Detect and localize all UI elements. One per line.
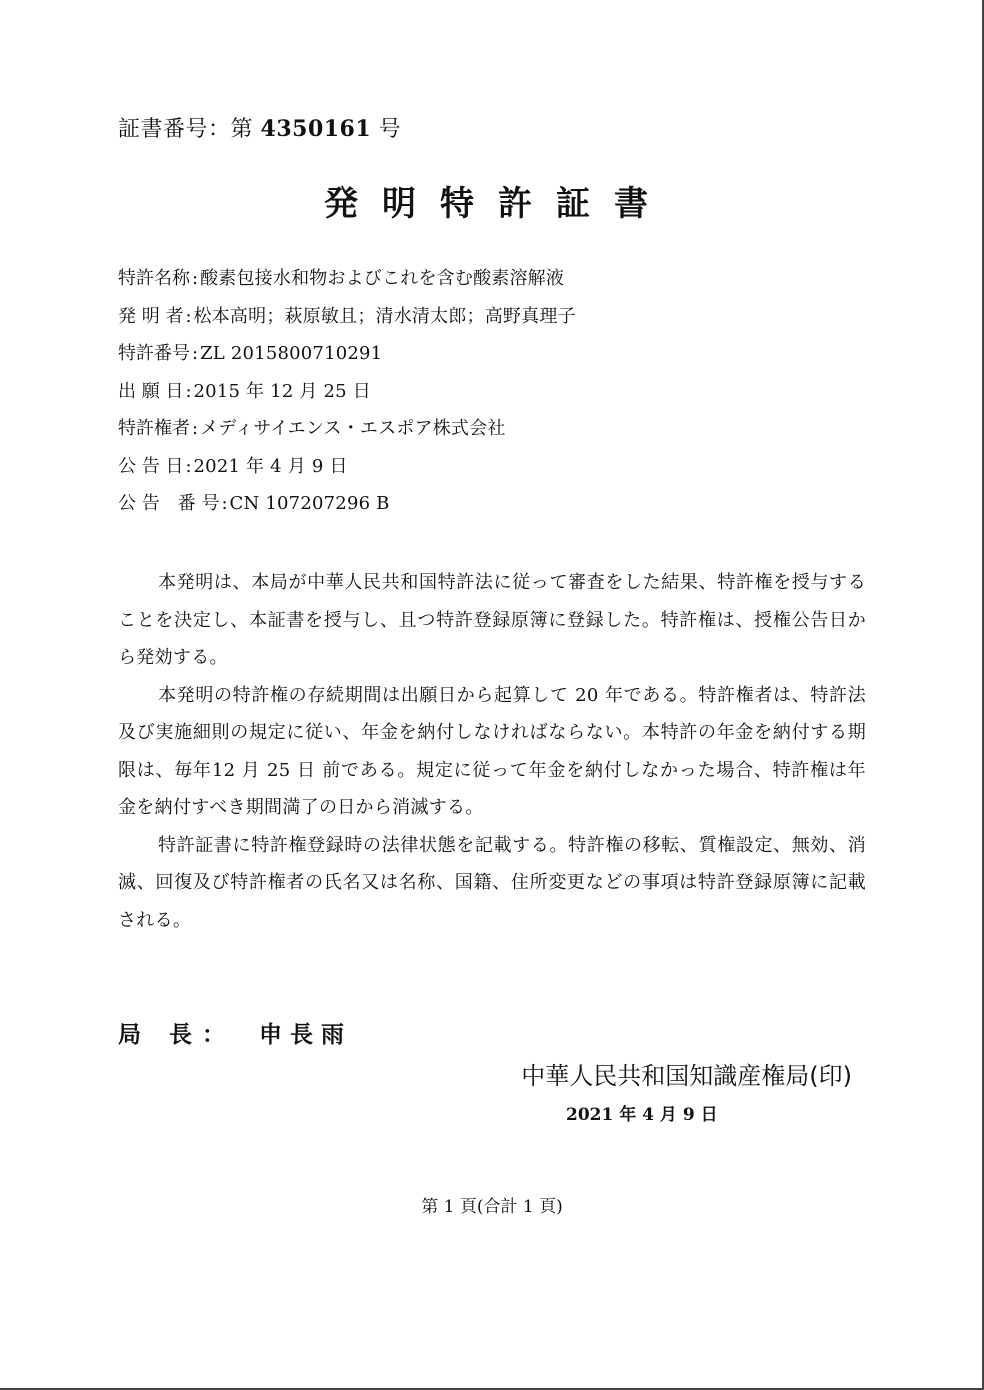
field-patent-name: 特許名称 : 酸素包接水和物およびこれを含む酸素溶解液	[118, 264, 576, 302]
field-publication-date: 公 告 日 : 2021 年 4 月 9 日	[118, 452, 576, 490]
field-publication-number: 公 告 番 号 : CN 107207296 B	[118, 489, 576, 527]
certificate-number-prefix: 証書番号：第	[118, 117, 254, 142]
body-paragraph: 特許証書に特許権登録時の法律状態を記載する。特許権の移転、質権設定、無効、消滅、回復及び特許権者の氏名又は名称、国籍、住所変更などの事項は特許登録原簿に記載される。	[118, 834, 866, 931]
field-value: 松本高明；萩原敏且；清水清太郎；高野真理子	[193, 305, 576, 327]
field-label: 出 願 日	[118, 380, 184, 402]
director-label: 局 長：	[118, 1022, 236, 1048]
field-value: 2015 年 12 月 25 日	[193, 380, 371, 402]
field-label: 公 告 番 号	[118, 493, 220, 514]
page-footer: 第 1 頁(合計 1 頁)	[421, 1197, 563, 1217]
certificate-number	[118, 112, 401, 143]
field-label: 特許番号	[118, 343, 190, 364]
field-value: ZL 2015800710291	[200, 343, 383, 364]
field-value: メディサイエンス・エスポア株式会社	[200, 418, 506, 439]
field-value: 2021 年 4 月 9 日	[193, 455, 348, 477]
field-patent-number: 特許番号 : ZL 2015800710291	[118, 339, 576, 377]
field-value: 酸素包接水和物およびこれを含む酸素溶解液	[200, 268, 565, 289]
document-title: 発明特許証書	[324, 184, 672, 224]
field-inventors: 発 明 者 : 松本高明；萩原敏且；清水清太郎；高野真理子	[118, 302, 576, 340]
certificate-number-suffix: 号	[378, 117, 402, 142]
field-label: 特許名称	[118, 268, 190, 289]
field-label: 発 明 者	[118, 305, 184, 327]
body-paragraph: 本発明の特許権の存続期間は出願日から起算して 20 年である。特許権者は、特許法及び実施細則の規定に従い、年金を納付しなければならない。本特許の年金を納付する期限は、毎年12 月 25 日 前である。規定に従って年金を納付しなかった場合、特許権は年金を納付すべき期間満了の日から消滅する。	[118, 684, 866, 818]
body-paragraph: 本発明は、本局が中華人民共和国特許法に従って審査をした結果、特許権を授与することを決定し、本証書を授与し、且つ特許登録原簿に登録した。特許権は、授権公告日から発効する。	[118, 572, 866, 668]
field-label: 特許権者	[118, 418, 190, 439]
certificate-number-value: 4350161	[260, 116, 372, 142]
director-name: 申長雨	[259, 1022, 353, 1048]
issue-date: 2021 年 4 月 9 日	[566, 1105, 718, 1125]
field-patentee: 特許権者 : メディサイエンス・エスポア株式会社	[118, 414, 576, 452]
field-value: CN 107207296 B	[229, 493, 390, 514]
field-filing-date: 出 願 日 : 2015 年 12 月 25 日	[118, 377, 576, 415]
patent-info-list	[118, 264, 576, 527]
field-label: 公 告 日	[118, 455, 184, 477]
certificate-body	[118, 564, 866, 939]
issuing-office: 中華人民共和国知識産権局(印)	[521, 1062, 852, 1090]
director-line	[118, 1016, 352, 1049]
